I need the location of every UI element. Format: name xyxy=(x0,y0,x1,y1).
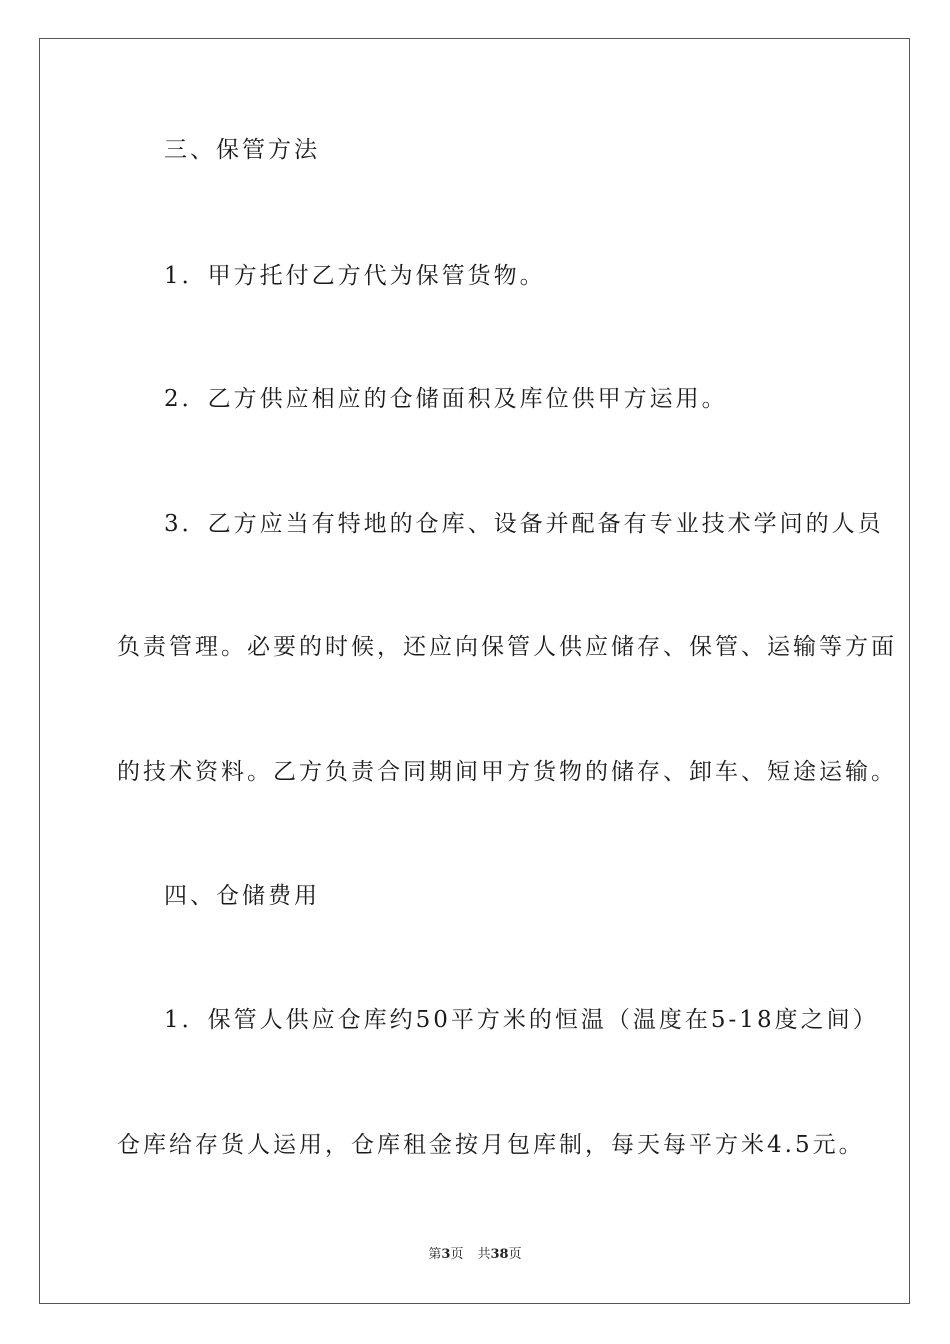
page-prefix: 第 xyxy=(428,1247,442,1262)
paragraph-line: 1．保管人供应仓库约50平方米的恒温（温度在5-18度之间） xyxy=(164,1007,879,1033)
paragraph-line: 仓库给存货人运用，仓库租金按月包库制，每天每平方米4.5元。 xyxy=(117,1132,865,1158)
paragraph-line: 的技术资料。乙方负责合同期间甲方货物的储存、卸车、短途运输。 xyxy=(117,759,897,785)
paragraph-line: 3．乙方应当有特地的仓库、设备并配备有专业技术学问的人员 xyxy=(164,511,884,537)
section-heading-storage-fees: 四、仓储费用 xyxy=(164,883,320,909)
paragraph-line: 负责管理。必要的时候，还应向保管人供应储存、保管、运输等方面 xyxy=(117,634,897,660)
section-heading-storage-method: 三、保管方法 xyxy=(164,137,320,163)
total-pages: 38 xyxy=(490,1247,509,1262)
page-suffix: 页 xyxy=(450,1247,464,1262)
page-footer xyxy=(0,1246,950,1264)
total-prefix: 共 xyxy=(477,1247,491,1262)
paragraph-line: 1．甲方托付乙方代为保管货物。 xyxy=(164,263,546,289)
page-border xyxy=(39,38,910,1304)
total-suffix: 页 xyxy=(508,1247,522,1262)
paragraph-line: 2．乙方供应相应的仓储面积及库位供甲方运用。 xyxy=(164,386,728,412)
page-number: 3 xyxy=(441,1247,451,1262)
